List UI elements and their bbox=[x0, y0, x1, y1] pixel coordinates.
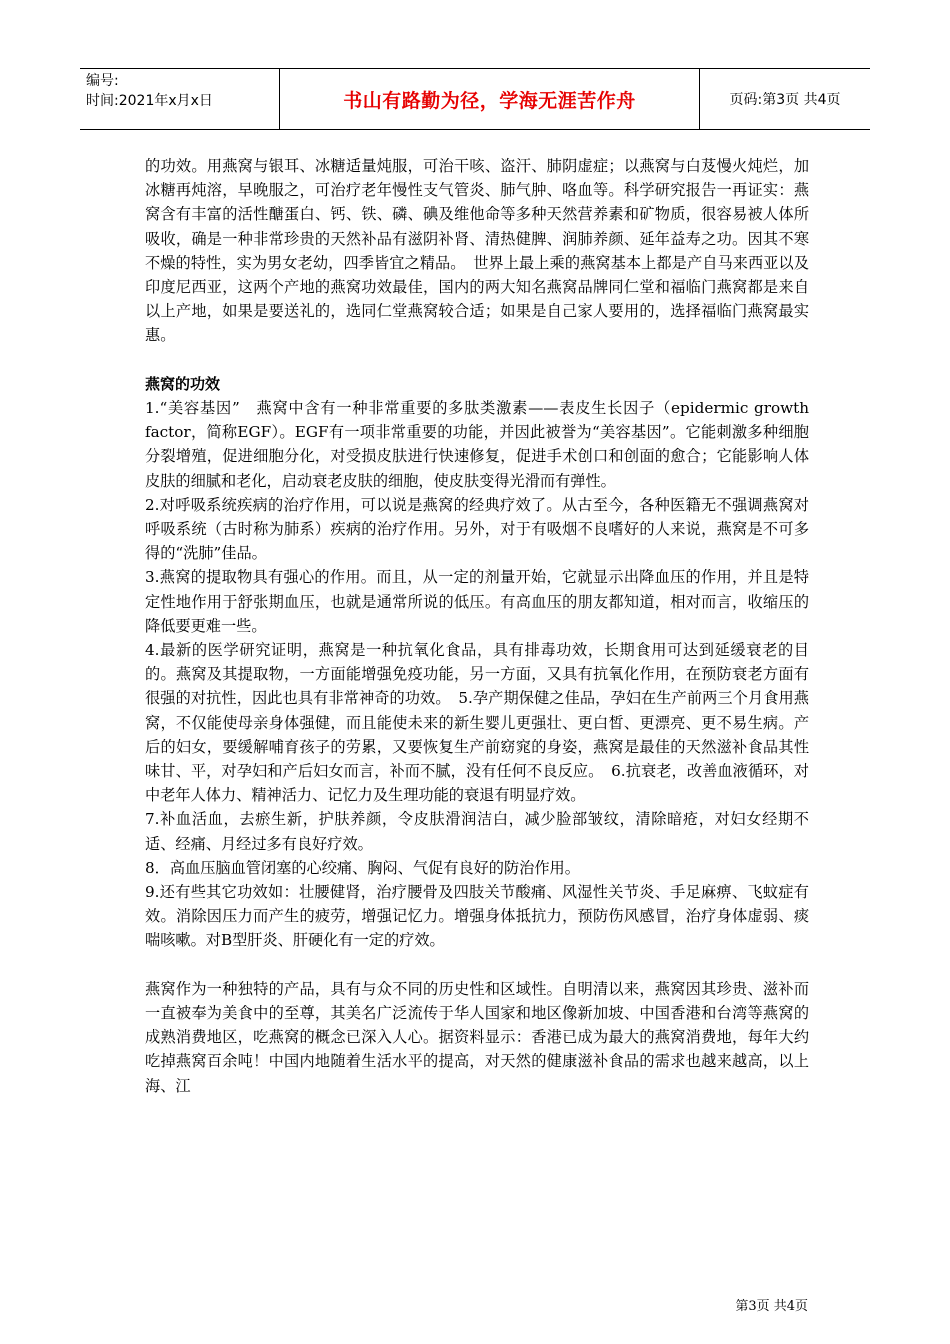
document-body bbox=[145, 154, 809, 1098]
benefit-item: 1.“美容基因” 燕窝中含有一种非常重要的多肽类激素——表皮生长因子（epidermic growth factor，简称EGF）。EGF有一项非常重要的功能，并因此被誉为“美容基因”。它能刺激多种细胞分裂增殖，促进细胞分化，对受损皮肤进行快速修复，促进手术创口和创面的愈合；它能影响人体皮肤的细腻和老化，启动衰老皮肤的细胞，使皮肤变得光滑而有弹性。 bbox=[145, 399, 809, 490]
document-number: 编号: bbox=[86, 73, 119, 89]
benefit-item: 4.最新的医学研究证明，燕窝是一种抗氧化食品，具有排毒功效，长期食用可达到延缓衰老的目的。燕窝及其提取物，一方面能增强免疫功能，另一方面，又具有抗氧化作用，在预防衰老方面有很强的对抗性，因此也具有非常神奇的功效。 5.孕产期保健之佳品，孕妇在生产前两三个月食用燕窝，不仅能使母亲身体强健，而且能使未来的新生婴儿更强壮、更白皙、更漂亮、更不易生病。产后的妇女，要缓解哺育孩子的劳累，又要恢复生产前窈窕的身姿，燕窝是最佳的天然滋补食品其性味甘、平，对孕妇和产后妇女而言，补而不腻，没有任何不良反应。 6.抗衰老，改善血液循环，对中老年人体力、精神活力、记忆力及生理功能的衰退有明显疗效。 bbox=[145, 641, 809, 805]
document-time: 时间:2021年x月x日 bbox=[86, 93, 213, 109]
benefit-item: 2.对呼吸系统疾病的治疗作用，可以说是燕窝的经典疗效了。从古至今，各种医籍无不强调燕窝对呼吸系统（古时称为肺系）疾病的治疗作用。另外，对于有吸烟不良嗜好的人来说，燕窝是不可多得的“洗肺”佳品。 bbox=[145, 495, 809, 563]
benefit-item: 3.燕窝的提取物具有强心的作用。而且，从一定的剂量开始，它就显示出降血压的作用，并且是特定性地作用于舒张期血压，也就是通常所说的低压。有高血压的朋友都知道，相对而言，收缩压的降低要更难一些。 bbox=[145, 568, 809, 635]
benefit-item: 7.补血活血，去瘀生新，护肤养颜，令皮肤滑润洁白，减少脸部皱纹，清除暗疮，对妇女经期不适、经痛、月经过多有良好疗效。 bbox=[145, 810, 809, 853]
header-motto: 书山有路勤为径，学海无涯苦作舟 bbox=[280, 69, 700, 129]
benefit-item: 8．高血压脑血管闭塞的心绞痛、胸闷、气促有良好的防治作用。 bbox=[145, 858, 580, 877]
header-page-number: 页码:第3页 共4页 bbox=[729, 92, 841, 108]
section-title: 燕窝的功效 bbox=[145, 374, 221, 393]
header-meta bbox=[80, 69, 280, 129]
page-header bbox=[80, 68, 870, 130]
intro-paragraph: 的功效。用燕窝与银耳、冰糖适量炖服，可治干咳、盗汗、肺阴虚症；以燕窝与白芨慢火炖烂，加冰糖再炖溶，早晚服之，可治疗老年慢性支气管炎、肺气肿、咯血等。科学研究报告一再证实：燕窝含有丰富的活性醣蛋白、钙、铁、磷、碘及维他命等多种天然营养素和矿物质，很容易被人体所吸收，确是一种非常珍贵的天然补品有滋阴补肾、清热健脾、润肺养颜、延年益寿之功。因其不寒不燥的特性，实为男女老幼，四季皆宜之精品。 世界上最上乘的燕窝基本上都是产自马来西亚以及印度尼西亚，这两个产地的燕窝功效最佳，国内的两大知名燕窝品牌同仁堂和福临门燕窝都是来自以上产地，如果是要送礼的，选同仁堂燕窝较合适；如果是自己家人要用的，选择福临门燕窝最实惠。 bbox=[145, 157, 809, 345]
closing-paragraph: 燕窝作为一种独特的产品，具有与众不同的历史性和区域性。自明清以来，燕窝因其珍贵、滋补而一直被奉为美食中的至尊，其美名广泛流传于华人国家和地区像新加坡、中国香港和台湾等燕窝的成熟消费地区，吃燕窝的概念已深入人心。据资料显示：香港已成为最大的燕窝消费地，每年大约吃掉燕窝百余吨！中国内地随着生活水平的提高，对天然的健康滋补食品的需求也越来越高，以上海、江 bbox=[145, 979, 809, 1095]
benefit-item: 9.还有些其它功效如：壮腰健肾，治疗腰骨及四肢关节酸痛、风湿性关节炎、手足麻痹、飞蚊症有效。消除因压力而产生的疲劳，增强记忆力。增强身体抵抗力，预防伤风感冒，治疗身体虚弱、痰喘咳嗽。对B型肝炎、肝硬化有一定的疗效。 bbox=[145, 883, 809, 950]
page-footer: 第3页 共4页 bbox=[735, 1299, 808, 1314]
